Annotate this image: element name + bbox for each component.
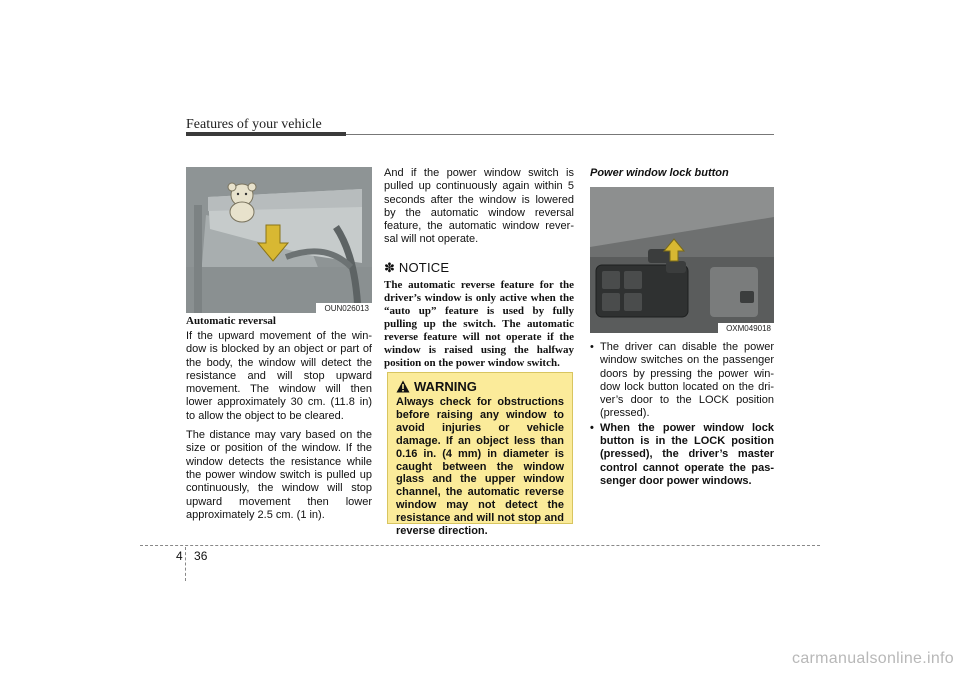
warning-title: WARNING <box>414 379 477 394</box>
warning-header <box>396 379 564 394</box>
figure-label: OUN026013 <box>321 303 372 313</box>
paragraph: If the upward movement of the win-dow is blocked by an object or part of the body, the window will detect the resistance and will stop upward movement. The window will then lower approximately 30 cm. (11.8 in) to allow the object to be cleared. <box>186 330 372 422</box>
paragraph: The distance may vary based on the size or position of the window. If the window detects the resistance while the power window switch is pulled up continuously, the window will stop upward movement then lower approximately 2.5 cm. (1 in). <box>186 429 372 521</box>
lock-button-figure <box>590 187 774 333</box>
header-rule-thin <box>346 134 774 135</box>
header-rule <box>186 132 346 136</box>
bullet-text: The driver can disable the power window switches on the passenger doors by pressing the power win-dow lock button located on the dri-ver’s door to the LOCK position (pressed). <box>600 341 774 420</box>
page-header-title: Features of your vehicle <box>186 117 322 132</box>
notice-body: The automatic reverse feature for the driver’s window is only active when the “auto up” feature is used by fully pulling up the switch. The automatic reverse feature will not operate if the window is raised using the halfway position on the power window switch. <box>384 278 574 370</box>
watermark: carmanualsonline.info <box>792 650 954 667</box>
footer-rule <box>140 545 820 546</box>
window-illustration <box>186 167 372 313</box>
list-item: • The driver can disable the power window switches on the passenger doors by pressing the power win-dow lock button located on the dri-ver’s door to the LOCK position (pressed). <box>590 341 774 420</box>
automatic-reversal-heading: Automatic reversal <box>186 315 276 327</box>
notice-title: ✽ NOTICE <box>384 259 450 275</box>
warning-box <box>387 372 573 538</box>
section-title: Power window lock button <box>590 167 729 179</box>
page-number-value: 36 <box>194 549 208 563</box>
figure-label: OXM049018 <box>722 323 774 333</box>
bullet-list <box>590 341 774 488</box>
page-number <box>176 549 207 563</box>
chapter-number: 4 <box>176 549 183 563</box>
column-middle <box>384 167 574 370</box>
bullet-text: When the power window lock button is in the LOCK position (pressed), the driver’s master control cannot operate the pas-senger door power windows. <box>600 421 774 487</box>
paragraph: And if the power window switch is pulled up continuously again within 5 seconds after the window is lowered by the automatic window reversal feature, the automatic window rever-sal will not operate. <box>384 167 574 246</box>
list-item: • When the power window lock button is in the LOCK position (pressed), the driver’s master control cannot operate the pas-senger door power windows. <box>590 421 774 487</box>
door-switch-illustration <box>590 187 774 333</box>
warning-triangle-icon <box>396 380 410 393</box>
column-right <box>590 167 774 489</box>
warning-text: Always check for obstructions before raising any window to avoid injuries or vehicle damage. If an object less than 0.16 in. (4 mm) in diameter is caught between the window glass and the upper window channel, the automatic reverse window may not detect the resistance and will not stop and reverse direction. <box>396 396 564 538</box>
column-left <box>186 167 372 528</box>
auto-reversal-figure <box>186 167 372 313</box>
